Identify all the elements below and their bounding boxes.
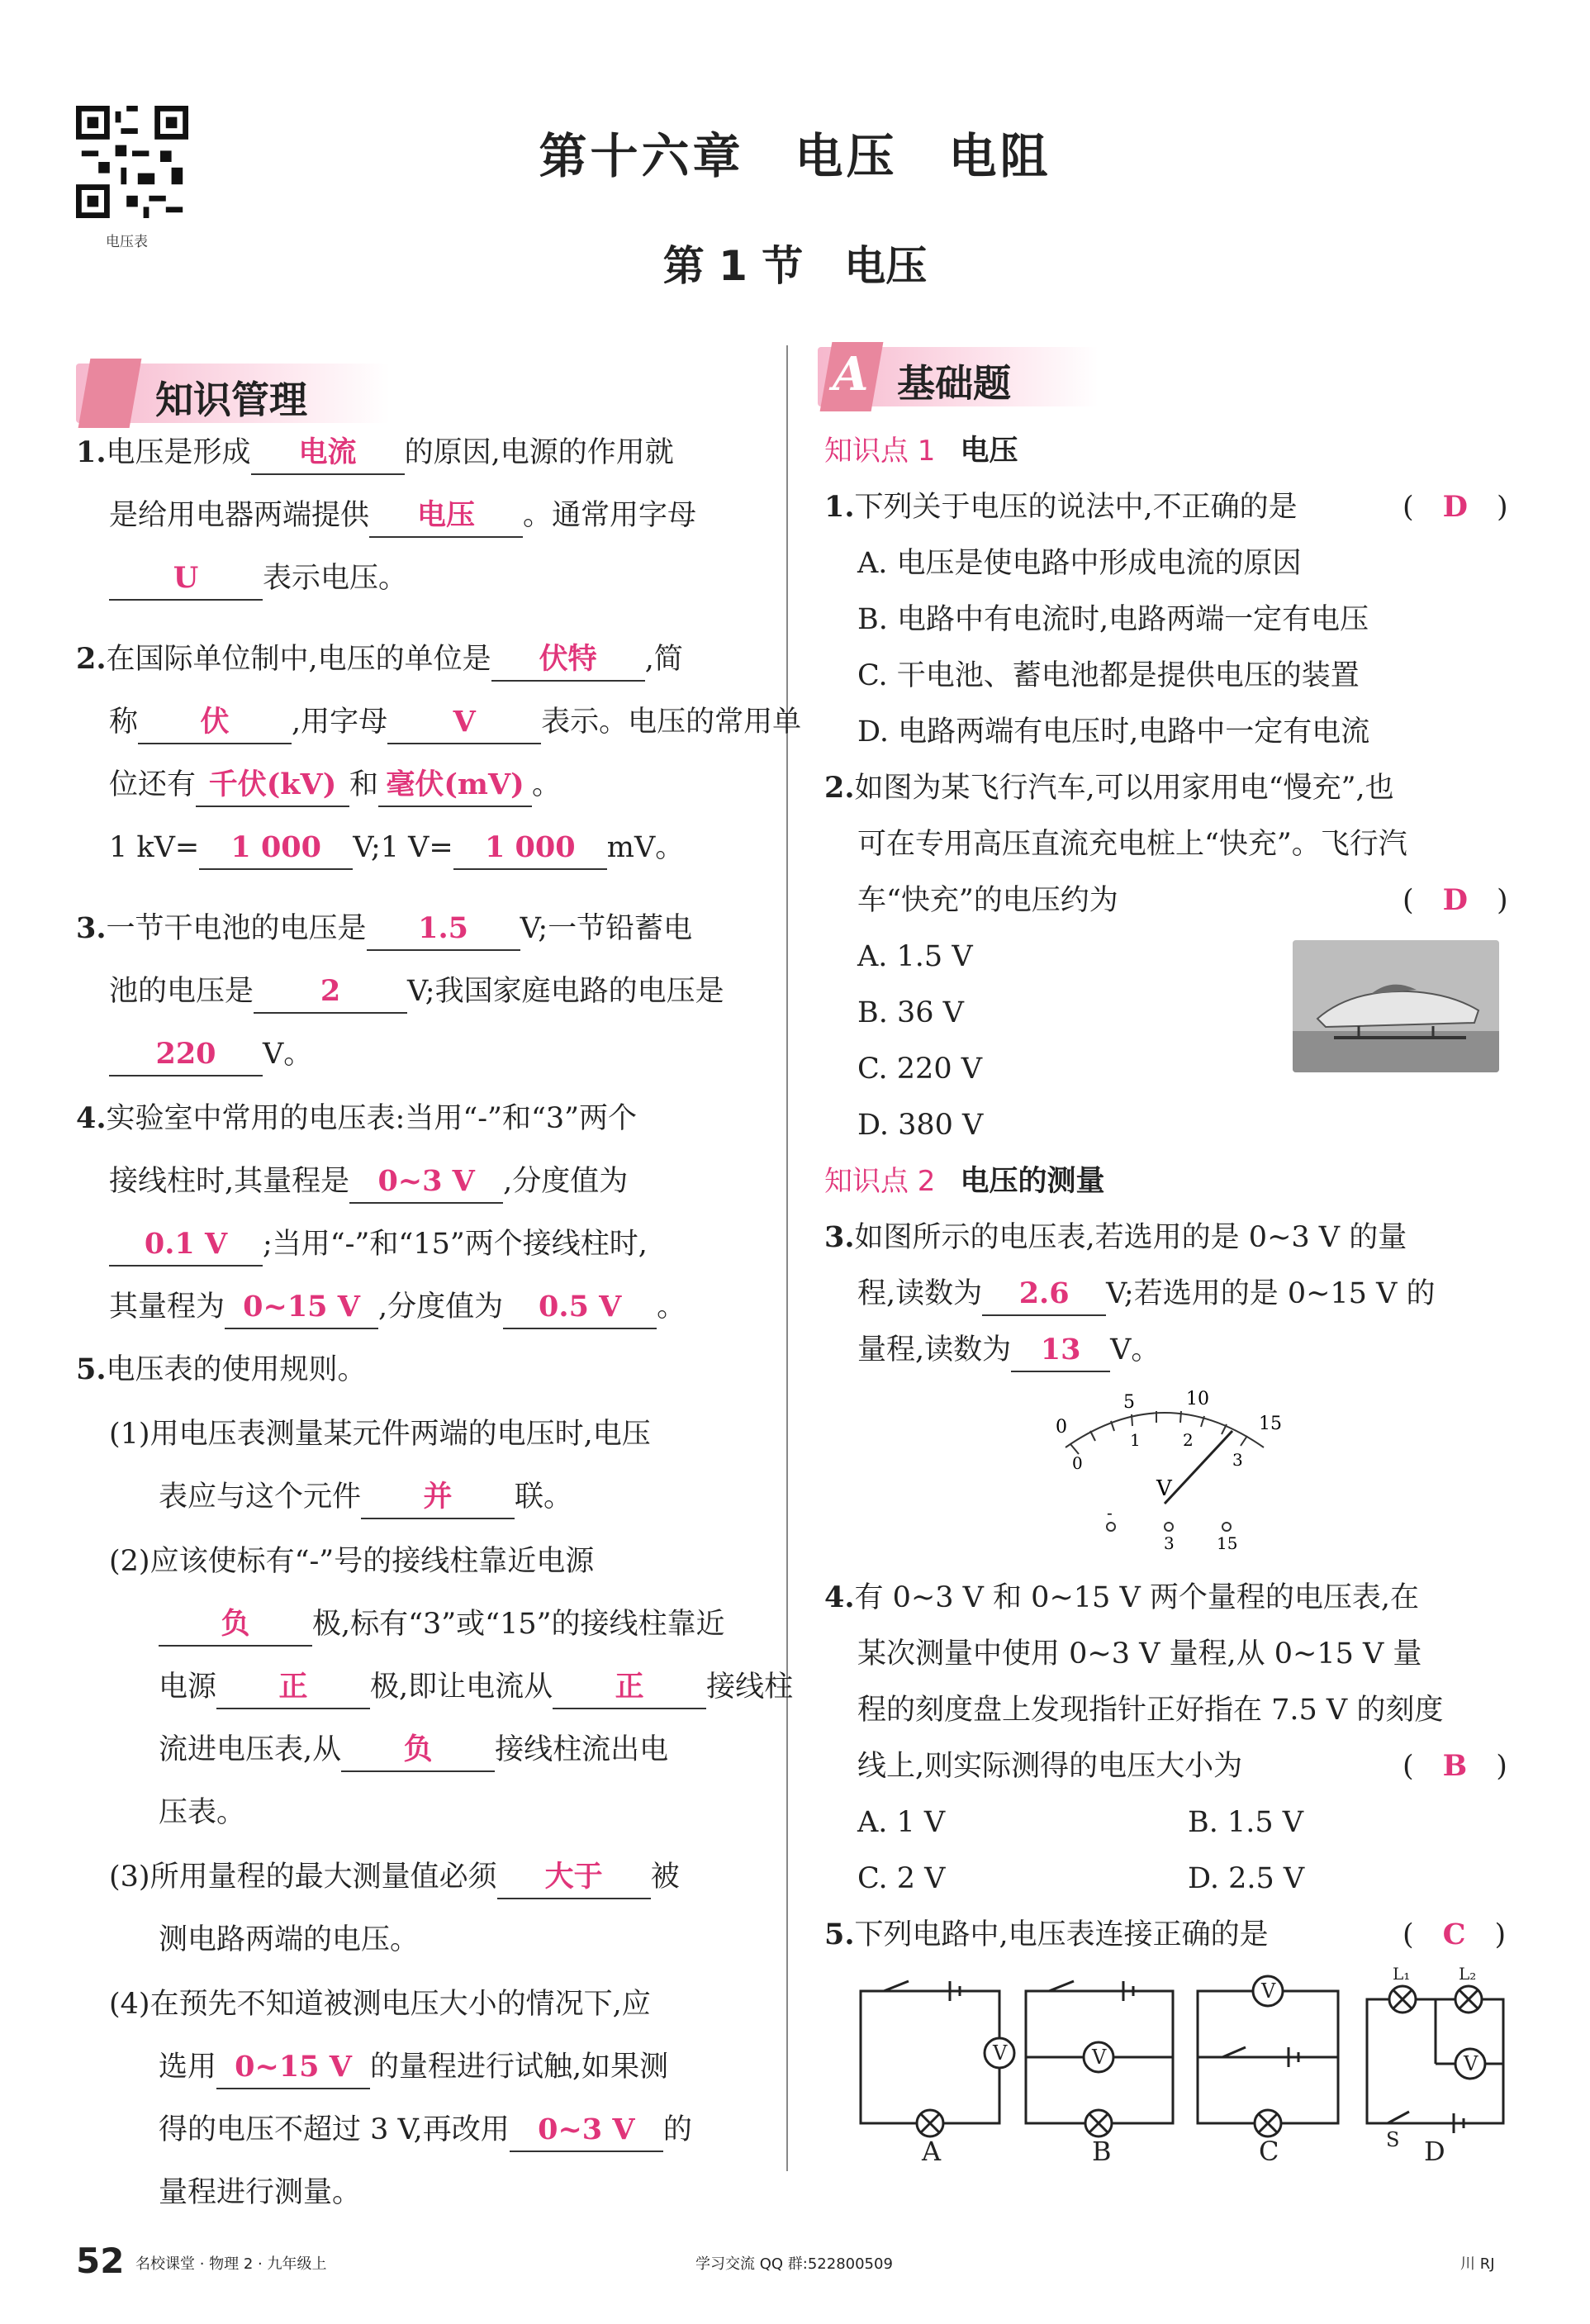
terminal-3: 3 <box>1164 1533 1175 1553</box>
knowledge-line <box>159 1781 245 1844</box>
q3-text-3b: V。 <box>1110 1333 1160 1366</box>
item-text: mV。 <box>606 831 685 864</box>
item-text: 和 <box>349 768 379 801</box>
q4-stem-1 <box>824 1566 1419 1629</box>
knowledge-line <box>159 1908 419 1971</box>
dial-inner-3: 3 <box>1232 1450 1243 1470</box>
item-text: 称 <box>109 706 139 739</box>
knowledge-line <box>109 484 696 547</box>
item-text: 得的电压不超过 3 V,再改用 <box>159 2113 510 2146</box>
knowledge-line <box>159 2161 361 2224</box>
answer-blank: 伏特 <box>491 639 645 682</box>
item-text: 在国际单位制中,电压的单位是 <box>106 643 491 676</box>
item-text: 实验室中常用的电压表:当用“-”和“3”两个 <box>106 1102 638 1135</box>
knowledge-line <box>159 1466 572 1528</box>
item-text: 电压是形成 <box>106 436 251 469</box>
item-number: 5. <box>76 1352 107 1386</box>
page-number: 52 <box>76 2241 125 2281</box>
item-text: 的量程进行试触,如果测 <box>370 2051 669 2084</box>
circuit-label-c: C <box>1259 2136 1279 2165</box>
footer-edition: 川 RJ <box>1460 2255 1495 2273</box>
q3-blank-2: 13 <box>1011 1329 1110 1372</box>
knowledge-line <box>159 2098 692 2161</box>
knowledge-line <box>109 1530 594 1593</box>
item-text: 接线柱 <box>706 1671 794 1704</box>
terminal-minus: - <box>1107 1503 1113 1523</box>
section-title: 第 1 节 电压 <box>662 242 928 290</box>
item-text: (2)应该使标有“-”号的接线柱靠近电源 <box>109 1545 595 1578</box>
item-text: 流进电压表,从 <box>159 1733 342 1766</box>
q1-option-d: D. 电路两端有电压时,电路中一定有电流 <box>857 715 1370 749</box>
knowledge-line <box>109 1973 651 2036</box>
answer-blank: 并 <box>361 1476 515 1519</box>
item-text: 联。 <box>515 1480 573 1514</box>
item-text: 测电路两端的电压。 <box>159 1923 420 1956</box>
knowledge-point-2 <box>824 1150 1104 1213</box>
q2-answer: D <box>1442 883 1469 917</box>
q4-option-b: B. 1.5 V <box>1188 1806 1304 1839</box>
footer-book: 名校课堂 · 物理 2 · 九年级上 <box>135 2255 327 2273</box>
answer-blank: 正 <box>553 1666 706 1709</box>
banner-knowledge-title: 知识管理 <box>155 378 307 422</box>
circuit-d-meter: V <box>1464 2052 1478 2075</box>
item-text: 1 kV= <box>109 831 200 864</box>
circuit-a-meter: V <box>993 2041 1008 2065</box>
q5-circuit-diagrams <box>851 1966 1512 2165</box>
q3-stem-2 <box>857 1262 1435 1325</box>
q1-number: 1. <box>824 490 855 524</box>
circuit-c-meter: V <box>1261 1979 1276 2003</box>
q3-blank-1: 2.6 <box>982 1273 1106 1316</box>
footer-qq: 学习交流 QQ 群:522800509 <box>695 2255 893 2273</box>
knowledge-line <box>109 960 724 1023</box>
item-text: 极,标有“3”或“15”的接线柱靠近 <box>312 1608 725 1641</box>
voltmeter-dial-figure <box>1041 1380 1289 1553</box>
knowledge-line <box>109 691 801 753</box>
q3-stem-1 <box>824 1206 1407 1269</box>
circuit-d <box>1367 1986 1503 2133</box>
q4-option-d: D. 2.5 V <box>1188 1862 1305 1895</box>
item-text: 。 <box>657 1290 686 1324</box>
q2-stem-1 <box>824 757 1394 820</box>
answer-blank: 毫伏(mV) <box>378 764 532 807</box>
dial-unit: V <box>1156 1476 1172 1501</box>
knowledge-line <box>76 1338 367 1401</box>
banner-basic <box>818 347 1099 406</box>
item-text: ;当用“-”和“15”两个接线柱时, <box>263 1228 648 1261</box>
item-text: V;我国家庭电路的电压是 <box>407 975 724 1008</box>
kp1-label: 知识点 1 <box>824 435 936 468</box>
answer-blank: 0~3 V <box>510 2109 663 2152</box>
dial-outer-10: 10 <box>1186 1389 1209 1409</box>
q3-number: 3. <box>824 1220 855 1254</box>
banner-knowledge <box>76 364 390 423</box>
answer-blank: 0.5 V <box>503 1286 657 1329</box>
item-text: 是给用电器两端提供 <box>109 499 370 532</box>
q3-stem-3 <box>857 1319 1160 1381</box>
circuit-label-b: B <box>1092 2136 1112 2165</box>
q1-answer: D <box>1442 490 1469 524</box>
item-number: 3. <box>76 911 107 945</box>
q2-option-d: D. 380 V <box>857 1109 984 1142</box>
answer-blank: 0.1 V <box>109 1224 263 1267</box>
item-text: 电压表的使用规则。 <box>106 1353 367 1386</box>
kp2-title: 电压的测量 <box>960 1164 1105 1198</box>
q2-option-b: B. 36 V <box>857 996 964 1029</box>
knowledge-line <box>109 547 407 610</box>
answer-blank: 220 <box>109 1034 263 1076</box>
q4-answer: B <box>1442 1749 1468 1783</box>
q5-text: 下列电路中,电压表连接正确的是 <box>854 1918 1269 1951</box>
dial-inner-0: 0 <box>1072 1453 1083 1473</box>
item-text: (4)在预先不知道被测电压大小的情况下,应 <box>109 1988 651 2021</box>
column-divider <box>786 345 788 2171</box>
answer-blank: 2 <box>254 971 407 1014</box>
q1-option-a: A. 电压是使电路中形成电流的原因 <box>857 547 1302 580</box>
q3-text-2b: V;若选用的是 0~15 V 的 <box>1106 1277 1436 1310</box>
q1-stem <box>824 476 1298 539</box>
item-text: ,分度值为 <box>503 1165 629 1198</box>
item-text: 表应与这个元件 <box>159 1480 362 1514</box>
answer-blank: 正 <box>216 1666 370 1709</box>
answer-blank: 伏 <box>138 701 292 744</box>
knowledge-line <box>159 2036 668 2098</box>
qr-caption: 电压表 <box>106 234 148 250</box>
q4-option-a: A. 1 V <box>857 1806 946 1839</box>
item-number: 1. <box>76 435 107 469</box>
q3-text-3a: 量程,读数为 <box>857 1333 1012 1366</box>
flying-car-photo <box>1293 940 1499 1072</box>
item-text: 。通常用字母 <box>523 499 697 532</box>
banner-basic-letter: A <box>833 347 869 402</box>
item-text: 压表。 <box>159 1796 246 1829</box>
knowledge-line <box>109 1846 680 1908</box>
kp1-title: 电压 <box>960 434 1018 468</box>
q2-answer-paren: ( D ) <box>1403 883 1508 917</box>
kp2-label: 知识点 2 <box>824 1165 936 1198</box>
item-text: V。 <box>263 1038 313 1071</box>
q5-stem <box>824 1903 1269 1966</box>
answer-blank: 负 <box>341 1729 495 1772</box>
item-text: 的原因,电源的作用就 <box>404 436 674 469</box>
item-text: ,简 <box>644 643 683 676</box>
answer-blank: V <box>387 701 541 744</box>
dial-outer-5: 5 <box>1123 1392 1135 1413</box>
answer-blank: 电流 <box>251 432 405 475</box>
knowledge-line <box>109 1213 648 1276</box>
q2-text-1: 如图为某飞行汽车,可以用家用电“慢充”,也 <box>854 772 1394 805</box>
q2-option-c: C. 220 V <box>857 1053 982 1086</box>
item-text: 被 <box>650 1861 680 1894</box>
answer-blank: 1 000 <box>453 827 607 870</box>
q1-answer-paren: ( D ) <box>1403 490 1508 524</box>
q2-stem-3: 车“快充”的电压约为 <box>857 884 1118 917</box>
q4-stem-4: 线上,则实际测得的电压大小为 <box>857 1750 1243 1783</box>
circuit-label-d: D <box>1424 2136 1445 2165</box>
item-text: ,分度值为 <box>378 1290 504 1324</box>
answer-blank: U <box>109 558 263 601</box>
q4-text-1: 有 0~3 V 和 0~15 V 两个量程的电压表,在 <box>854 1581 1419 1614</box>
q1-option-c: C. 干电池、蓄电池都是提供电压的装置 <box>857 659 1360 692</box>
item-text: 量程进行测量。 <box>159 2176 362 2209</box>
knowledge-line <box>159 1656 793 1718</box>
dial-needle <box>1165 1431 1232 1504</box>
answer-blank: 负 <box>159 1604 312 1647</box>
knowledge-line <box>109 1023 312 1086</box>
knowledge-line <box>76 628 683 691</box>
item-text: 极,即让电流从 <box>370 1671 553 1704</box>
knowledge-line <box>109 1276 686 1338</box>
q3-text-2a: 程,读数为 <box>857 1277 983 1310</box>
q4-stem-3: 程的刻度盘上发现指针正好指在 7.5 V 的刻度 <box>857 1694 1444 1727</box>
answer-blank: 0~15 V <box>225 1286 378 1329</box>
item-number: 4. <box>76 1101 107 1135</box>
answer-blank: 0~3 V <box>349 1161 503 1204</box>
q4-answer-paren: ( B ) <box>1403 1749 1507 1783</box>
q2-number: 2. <box>824 771 855 805</box>
item-number: 2. <box>76 642 107 676</box>
item-text: 表示。电压的常用单 <box>541 706 802 739</box>
q2-stem-2: 可在专用高压直流充电桩上“快充”。飞行汽 <box>857 828 1407 861</box>
item-text: 。 <box>532 768 562 801</box>
q5-number: 5. <box>824 1918 855 1951</box>
lamp-l1: L₁ <box>1393 1966 1411 1984</box>
lamp-l2: L₂ <box>1459 1966 1477 1984</box>
item-text: V;一节铅蓄电 <box>520 912 693 945</box>
item-text: 表示电压。 <box>263 562 408 595</box>
item-text: 位还有 <box>109 768 197 801</box>
circuit-a <box>861 1981 1014 2136</box>
q4-stem-2: 某次测量中使用 0~3 V 量程,从 0~15 V 量 <box>857 1637 1422 1671</box>
banner-basic-title: 基础题 <box>897 361 1011 406</box>
knowledge-line <box>109 1150 628 1213</box>
q3-text-1: 如图所示的电压表,若选用的是 0~3 V 的量 <box>854 1221 1407 1254</box>
q2-option-a: A. 1.5 V <box>857 940 973 973</box>
item-text: 池的电压是 <box>109 975 254 1008</box>
item-text: (3)所用量程的最大测量值必须 <box>109 1861 497 1894</box>
chapter-title: 第十六章 电压 电阻 <box>539 128 1051 184</box>
knowledge-line <box>159 1593 725 1656</box>
knowledge-line <box>76 897 692 960</box>
knowledge-point-1 <box>824 420 1018 482</box>
item-text: 的 <box>662 2113 692 2146</box>
q5-answer: C <box>1442 1918 1466 1951</box>
knowledge-line <box>109 753 561 816</box>
item-text: 接线柱流出电 <box>495 1733 669 1766</box>
switch-s: S <box>1386 2128 1400 2151</box>
item-text: 电源 <box>159 1671 217 1704</box>
item-text: 一节干电池的电压是 <box>106 912 367 945</box>
answer-blank: 电压 <box>369 495 523 538</box>
item-text: 接线柱时,其量程是 <box>109 1165 350 1198</box>
knowledge-line <box>159 1718 668 1781</box>
item-text: 其量程为 <box>109 1290 225 1324</box>
answer-blank: 大于 <box>497 1856 651 1899</box>
q4-number: 4. <box>824 1580 855 1614</box>
q1-option-b: B. 电路中有电流时,电路两端一定有电压 <box>857 603 1369 636</box>
answer-blank: 0~15 V <box>216 2046 370 2089</box>
dial-outer-0: 0 <box>1056 1417 1067 1438</box>
knowledge-line <box>76 1087 637 1150</box>
q1-text: 下列关于电压的说法中,不正确的是 <box>854 491 1298 524</box>
knowledge-line <box>109 1403 651 1466</box>
dial-inner-2: 2 <box>1183 1430 1194 1450</box>
item-text: 选用 <box>159 2051 217 2084</box>
answer-blank: 1 000 <box>199 827 353 870</box>
q4-option-c: C. 2 V <box>857 1862 946 1895</box>
dial-ticks <box>1070 1411 1247 1454</box>
item-text: V;1 V= <box>353 831 453 864</box>
circuit-b-meter: V <box>1092 2046 1107 2069</box>
answer-blank: 千伏(kV) <box>196 764 349 807</box>
circuit-label-a: A <box>922 2136 942 2165</box>
dial-outer-15: 15 <box>1259 1414 1282 1434</box>
knowledge-line <box>109 816 684 879</box>
terminal-15: 15 <box>1217 1533 1238 1553</box>
dial-inner-1: 1 <box>1130 1430 1141 1450</box>
item-text: ,用字母 <box>292 706 388 739</box>
knowledge-line <box>76 421 674 484</box>
q5-answer-paren: ( C ) <box>1403 1918 1507 1951</box>
item-text: (1)用电压表测量某元件两端的电压时,电压 <box>109 1418 651 1451</box>
answer-blank: 1.5 <box>367 908 520 951</box>
